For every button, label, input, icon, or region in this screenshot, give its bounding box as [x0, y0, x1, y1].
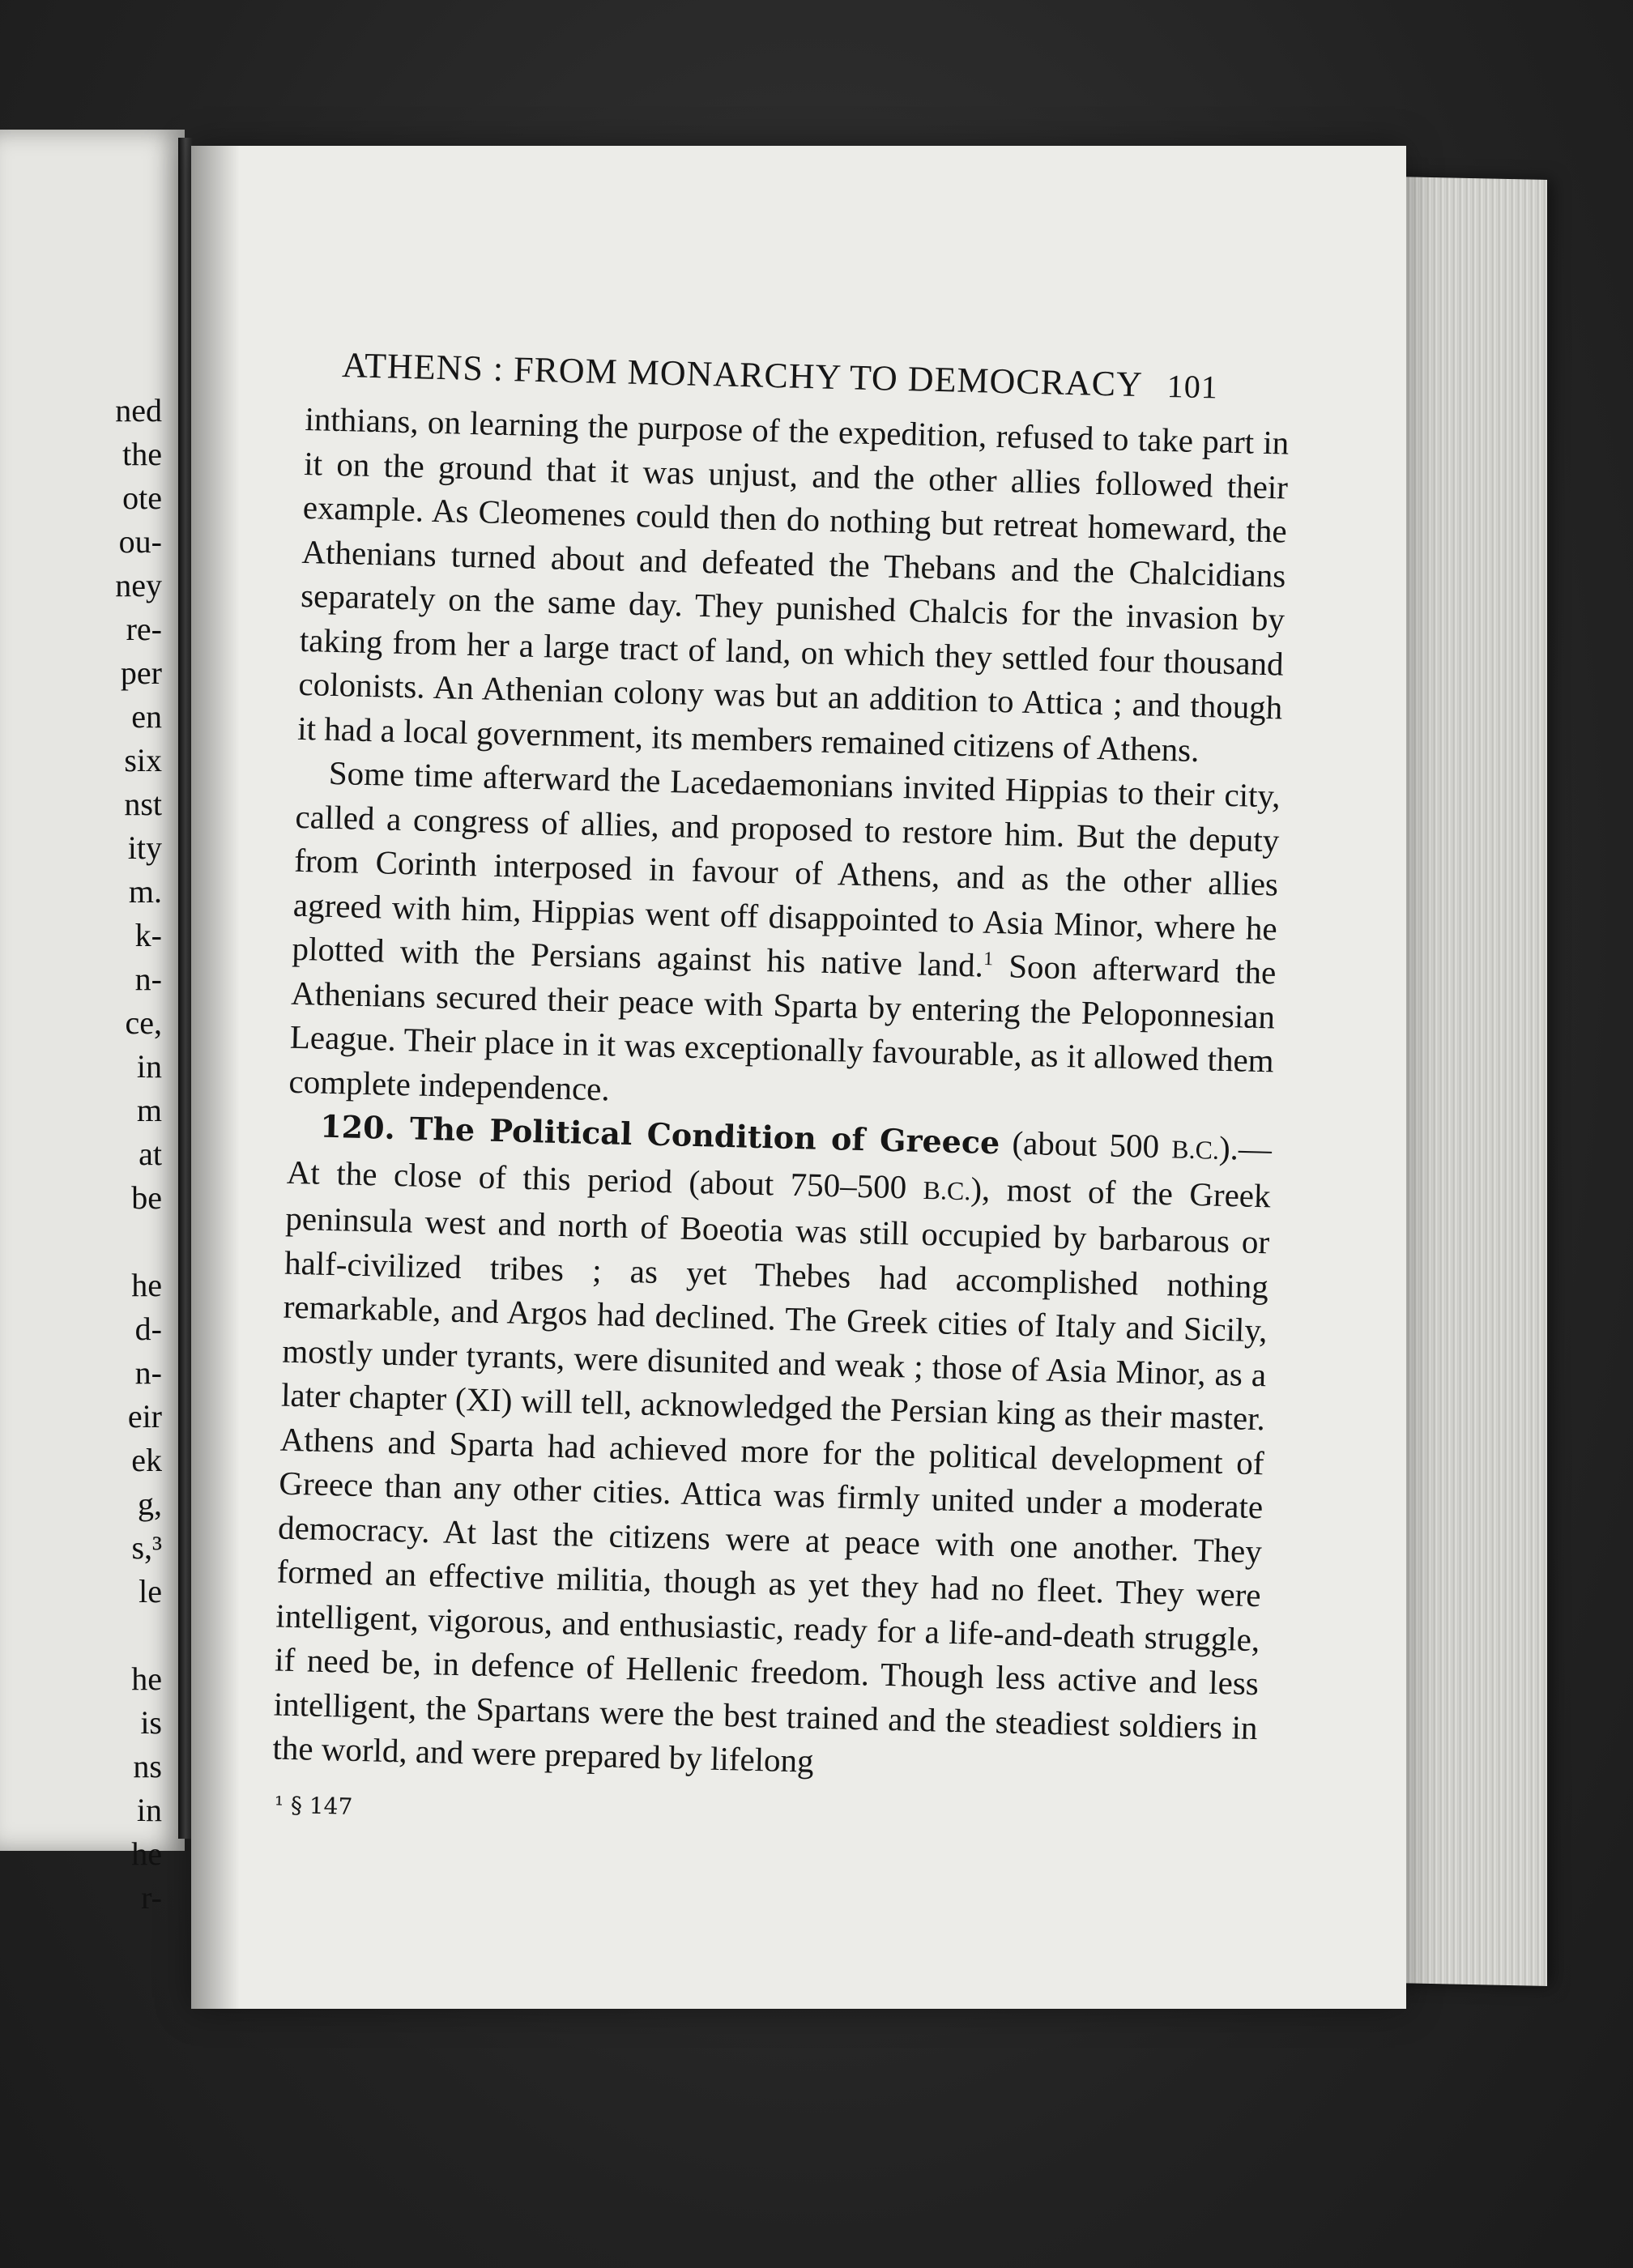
page-number: 101 [1166, 367, 1219, 406]
left-page-fragment [41, 1614, 162, 1657]
left-page-fragment: m [136, 1092, 162, 1128]
left-page-fragment: he [131, 1267, 162, 1303]
section-title: 120. The Political Condition of Greece [319, 1107, 1000, 1162]
left-page-fragment: r- [141, 1879, 162, 1916]
left-page-fragment: at [139, 1136, 162, 1172]
page-gutter-shadow [191, 146, 240, 2009]
left-page-fragment: he [131, 1835, 162, 1872]
footnote-marker: 1 [983, 948, 994, 970]
left-page-fragment: ned [115, 392, 162, 428]
left-page-fragment: ce, [125, 1004, 162, 1041]
paragraph-2-part-b: Soon afterward the Athenians secured their peace with Sparta by entering the Peloponnesian League. Their place in it was exceptionally favourable, as it allowed them complete independence. [288, 946, 1277, 1107]
left-page-fragment: ou- [118, 523, 162, 560]
left-page-fragment: n- [134, 1354, 162, 1391]
paragraph-1: inthians, on learning the purpose of the expedition, refused to take part in it on the ground that it was unjust, and the other allies followed their example. As Cleomenes could then do nothing but retreat homeward, the Athenians turned about and defeated the Thebans and the Chalcidians separately on the same day. They punished Chalcis for the invasion by taking from her a large tract of land, on which they settled four thousand colonists. An Athenian colony was but an addition to Attica ; and though it had a local government, its members remained citizens of Athens. [296, 399, 1290, 769]
left-page-fragment: per [120, 654, 162, 691]
page-text-block [271, 340, 1290, 1842]
left-page-fragment: d- [134, 1311, 162, 1347]
footnote: ¹ § 147 [274, 1791, 353, 1820]
bc-abbrev-1: B.C. [1170, 1134, 1220, 1165]
left-page-fragment: ote [122, 480, 162, 516]
left-page-fragment: g, [138, 1486, 162, 1522]
left-page-fragment: ity [127, 829, 162, 866]
paragraph-2-part-a: Some time afterward the Lacedaemonians invited Hippias to their city, called a congress of allies, and proposed to restore him. But the deputy from Corinth interposed in favour of Athens, and as the other allies agreed with him, Hippias went off disappointed to Asia Minor, where he plotted with the Persians against his native land. [292, 753, 1281, 984]
page-edges [1393, 177, 1547, 1986]
left-facing-page [0, 130, 185, 1916]
left-page-text-fragments [41, 389, 162, 1920]
left-page-fragment [41, 1220, 162, 1264]
paragraph-3 [272, 1103, 1273, 1794]
left-page-fragment: ek [131, 1442, 162, 1478]
left-page-fragment: in [136, 1048, 162, 1085]
left-page-fragment: is [140, 1704, 162, 1741]
paragraph-2 [288, 750, 1281, 1128]
left-page-fragment: s,³ [131, 1529, 162, 1566]
left-page-fragment: m. [128, 873, 162, 910]
left-page-fragment: the [122, 436, 162, 472]
left-page-fragment: re- [126, 611, 162, 647]
left-page-fragment: be [131, 1179, 162, 1216]
bc-abbrev-2: B.C. [923, 1174, 971, 1205]
left-page-fragment: he [131, 1660, 162, 1697]
left-page-fragment: ney [115, 567, 162, 603]
left-page-fragment: le [139, 1573, 162, 1609]
section-body: ), most of the Greek peninsula west and north of Boeotia was still occupied by barbarous or half-civilized tribes ; as yet Thebes had accomplished nothing remarkable, and Argos had declined. The Greek cities of Italy and Sicily, mostly under tyrants, were disunited and weak ; those of Asia Minor, as a later chapter (XI) will tell, acknowledged the Persian king as their master. Athens and Sparta had achieved more for the political development of Greece than any other cities. Attica was firmly united under a moderate democracy. At last the citizens were at peace with one another. They formed an effective militia, though as yet they had no fleet. They were intelligent, vigorous, and enthusiastic, ready for a life-and-death struggle, if need be, in defence of Hellenic freedom. Though less active and less intelligent, the Spartans were the best trained and the steadiest soldiers in the world, and were prepared by lifelong [271, 1169, 1272, 1780]
left-page-fragment: en [131, 698, 162, 735]
left-page-fragment: n- [134, 961, 162, 997]
running-head-title: ATHENS : FROM MONARCHY TO DEMOCRACY [341, 345, 1144, 405]
left-page-fragment: nst [124, 786, 162, 822]
section-intro-b: ).—At the close of this period (about 750–500 [286, 1128, 1273, 1206]
left-page-fragment: eir [127, 1398, 162, 1435]
left-page-fragment: in [136, 1792, 162, 1828]
right-page [191, 146, 1406, 2009]
left-page-fragment: k- [134, 917, 162, 953]
section-intro-a: (about 500 [999, 1123, 1172, 1166]
left-page-fragment: six [124, 742, 162, 778]
left-page-fragment: ns [133, 1748, 162, 1784]
